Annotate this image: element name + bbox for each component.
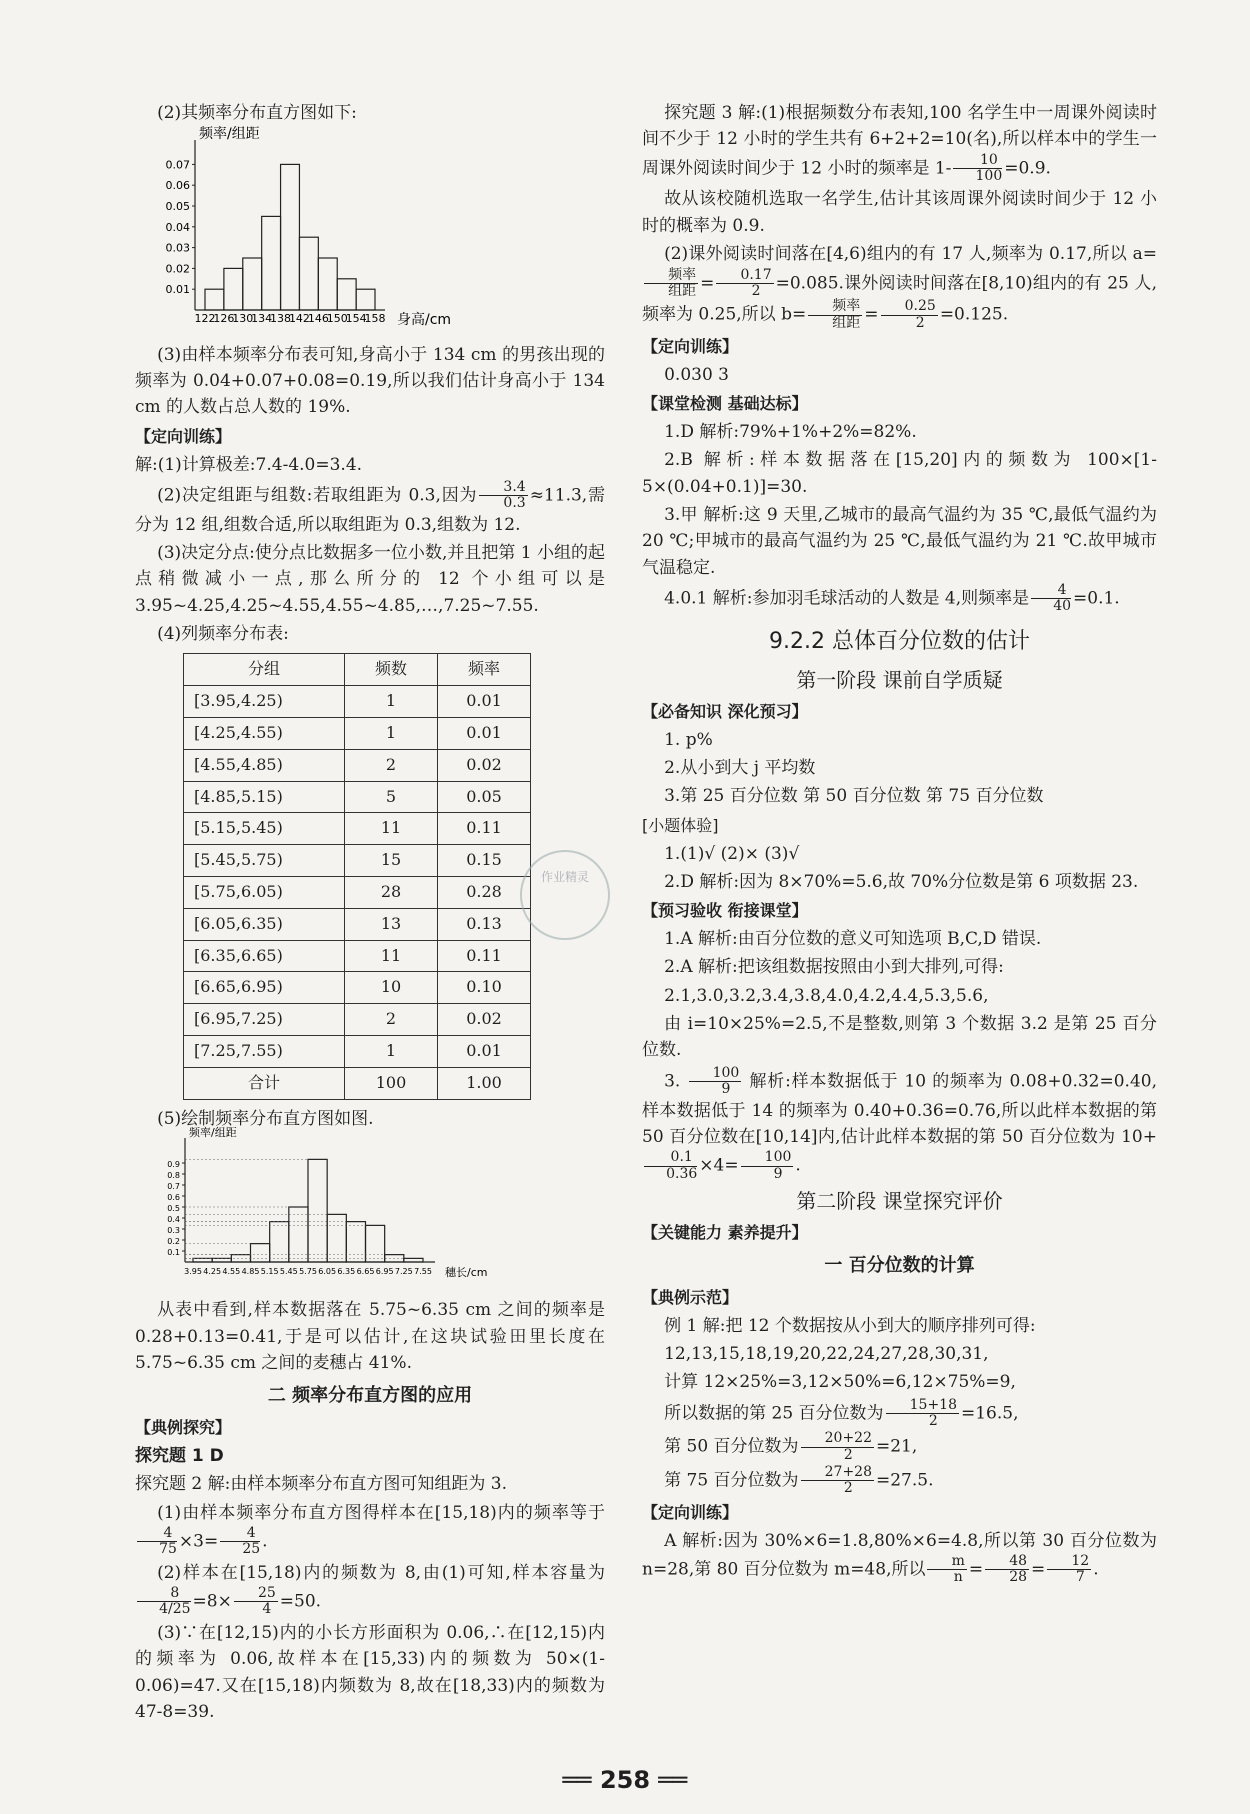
table-row <box>184 749 531 781</box>
bar <box>337 279 356 310</box>
x-tick-label: 138 <box>270 312 292 326</box>
ex1b: 12,13,15,18,19,20,22,24,27,28,30,31, <box>664 1343 989 1364</box>
k3: 3.第 25 百分位数 第 50 百分位数 第 75 百分位数 <box>664 786 1044 807</box>
section-title: 9.2.2 总体百分位数的估计 <box>769 628 1030 654</box>
table-header-2: 频率 <box>438 654 531 686</box>
x-tick-label: 146 <box>307 312 329 326</box>
x-tick-label: 6.05 <box>318 1266 337 1276</box>
y-tick-label: 0.1 <box>167 1247 180 1257</box>
e2-2: (2)样本在[15,18)内的频数为 8,由(1)可知,样本容量为 $\frac{8}{4/25}$ =8× $\frac{25}{4}$ =50. <box>135 1560 605 1618</box>
table-cell: [6.05,6.35) <box>184 908 345 940</box>
height-histogram <box>135 126 452 333</box>
table-row <box>184 781 531 813</box>
y-tick-label: 0.3 <box>167 1225 180 1235</box>
e2-3: (3)∵在[12,15)内的小长方形面积为 0.06,∴在[12,15)内的频率为 0.06,故样本在[15,33)内的频数为 50×(1-0.06)=47.又在[15,18)内频数为 8,故在[18,33)内的频数为 47-8=39. <box>135 1622 605 1722</box>
table-cell: [7.25,7.55) <box>184 1035 345 1067</box>
k2: 2.从小到大 j 平均数 <box>664 758 816 779</box>
table-cell: [6.35,6.65) <box>184 940 345 972</box>
table-cell: [5.45,5.75) <box>184 845 345 877</box>
s1: 1.(1)√ (2)× (3)√ <box>664 843 800 864</box>
x-tick-label: 3.95 <box>184 1266 202 1276</box>
q3c: (2)课外阅读时间落在[4,6)组内的有 17 人,频率为 0.17,所以 a= $\frac{\text{频率}}{\text{组距}}$ = $\frac{0.17}{2}$ =0.085.课外阅读时间落在[8,10)组内的有 25 人,频率为 0.25,所以 b= $\frac{\text{频率}}{\text{组距}}$ = $\frac{0.25}{2}$ =0.125. <box>642 244 1157 331</box>
ear-length-histogram <box>135 1125 515 1289</box>
table-cell: 0.28 <box>438 876 531 908</box>
table-cell: 1 <box>345 1035 438 1067</box>
c3: 3.甲 解析:这 9 天里,乙城市的最高气温约为 35 ℃,最低气温约为 20 ℃;甲城市的最高气温约为 25 ℃,最低气温约为 21 ℃.故甲城市气温稳定. <box>642 505 1157 578</box>
tag-key: 【关键能力 素养提升】 <box>642 1223 808 1243</box>
table-row <box>184 940 531 972</box>
stage-one-title: 第一阶段 课前自学质疑 <box>796 667 1003 692</box>
table-cell: 2 <box>345 749 438 781</box>
y-tick-label: 0.01 <box>165 283 190 297</box>
ex1c: 计算 12×25%=3,12×50%=6,12×75%=9, <box>664 1372 1016 1393</box>
y-tick-label: 0.6 <box>167 1192 180 1202</box>
table-row <box>184 1035 531 1067</box>
x-tick-label: 126 <box>213 312 235 326</box>
tag-example: 【典例探究】 <box>135 1418 232 1438</box>
y-tick-label: 0.5 <box>167 1203 180 1213</box>
tag-train: 【定向训练】 <box>135 426 232 446</box>
ex1e: 第 50 百分位数为 $\frac{20+22}{2}$ =21, <box>664 1430 918 1463</box>
x-tick-label: 150 <box>326 312 348 326</box>
x-tick-label: 154 <box>345 312 367 326</box>
tag-train-right: 【定向训练】 <box>642 337 739 357</box>
t1: 解:(1)计算极差:7.4-4.0=3.4. <box>135 454 363 475</box>
table-cell: 0.11 <box>438 813 531 845</box>
frequency-table <box>183 653 531 1099</box>
table-row <box>184 686 531 718</box>
page-number: ══ 258 ══ <box>562 1766 688 1794</box>
t2: (2)决定组距与组数:若取组距为 0.3,因为 $\frac{3.4}{0.3}$ ≈11.3,需分为 12 组,组数合适,所以取组距为 0.3,组数为 12. <box>135 478 605 535</box>
q3b: 故从该校随机选取一名学生,估计其该周课外阅读时间少于 12 小时的概率为 0.9. <box>642 189 1157 236</box>
x-tick-label: 4.25 <box>203 1266 222 1276</box>
y-tick-label: 0.06 <box>165 179 190 193</box>
table-cell: 100 <box>345 1067 438 1099</box>
c2: 2.B 解析:样本数据落在[15,20]内的频数为 100×[1-5×(0.04+0.1)]=30. <box>642 450 1157 497</box>
table-cell: 0.05 <box>438 781 531 813</box>
table-row <box>184 1067 531 1099</box>
v2a: 2.A 解析:把该组数据按照由小到大排列,可得: <box>664 957 1004 978</box>
x-tick-label: 134 <box>251 312 273 326</box>
bar <box>193 1258 212 1262</box>
bar <box>404 1258 423 1262</box>
c4: 4.0.1 解析:参加羽毛球活动的人数是 4,则频率是 $\frac{4}{40}$ =0.1. <box>664 582 1120 615</box>
table-cell: 0.02 <box>438 1004 531 1036</box>
section-one-title: 一 百分位数的计算 <box>824 1254 975 1276</box>
bar <box>366 1225 385 1262</box>
bar <box>308 1159 327 1262</box>
table-cell: 0.02 <box>438 749 531 781</box>
x-tick-label: 122 <box>194 312 216 326</box>
tr2: A 解析:因为 30%×6=1.8,80%×6=4.8,所以第 30 百分位数为 n=28,第 80 百分位数为 m=48,所以 $\frac{m}{n}$ = $\frac{48}{28}$ = $\frac{12}{7}$ . <box>642 1530 1157 1586</box>
table-cell: 10 <box>345 972 438 1004</box>
table-cell: [6.65,6.95) <box>184 972 345 1004</box>
c1: 1.D 解析:79%+1%+2%=82%. <box>664 422 917 442</box>
table-row <box>184 876 531 908</box>
table-cell: 0.13 <box>438 908 531 940</box>
table-cell: 0.01 <box>438 1035 531 1067</box>
y-tick-label: 0.8 <box>167 1170 180 1180</box>
bar <box>318 258 337 310</box>
table-cell: [3.95,4.25) <box>184 686 345 718</box>
e2-1: (1)由样本频率分布直方图得样本在[15,18)内的频率等于 $\frac{4}{75}$ ×3= $\frac{4}{25}$ . <box>135 1500 605 1558</box>
table-cell: 11 <box>345 940 438 972</box>
watermark-stamp: 作业精灵 <box>520 850 610 940</box>
table-header-0: 分组 <box>184 654 345 686</box>
s2: 2.D 解析:因为 8×70%=5.6,故 70%分位数是第 6 项数据 23. <box>664 871 1139 892</box>
x-tick-label: 5.75 <box>299 1266 317 1276</box>
x-tick-label: 6.95 <box>375 1266 394 1276</box>
table-row <box>184 717 531 749</box>
t4: (4)列频率分布表: <box>157 624 289 645</box>
ex1a: 例 1 解:把 12 个数据按从小到大的顺序排列可得: <box>664 1315 1036 1336</box>
q3a: 探究题 3 解:(1)根据频数分布表知,100 名学生中一周课外阅读时间不少于 12 小时的学生共有 6+2+2=10(名),所以样本中的学生一周课外阅读时间少于 12 小时的频率是 1- $\frac{10}{100}$ =0.9. <box>642 103 1157 185</box>
bar <box>270 1221 289 1261</box>
tag-train-2: 【定向训练】 <box>642 1502 739 1522</box>
table-cell: 0.01 <box>438 717 531 749</box>
table-cell: [4.85,5.15) <box>184 781 345 813</box>
x-tick-label: 7.55 <box>414 1266 432 1276</box>
stage-two-title: 第二阶段 课堂探究评价 <box>796 1189 1003 1214</box>
x-tick-label: 130 <box>232 312 254 326</box>
bar <box>262 217 281 311</box>
x-tick-label: 6.35 <box>337 1266 356 1276</box>
table-cell: 11 <box>345 813 438 845</box>
x-tick-label: 4.55 <box>222 1266 241 1276</box>
x-tick-label: 6.65 <box>356 1266 375 1276</box>
y-tick-label: 0.02 <box>165 262 190 276</box>
bar <box>205 290 224 311</box>
bar <box>281 165 300 311</box>
table-cell: 合计 <box>184 1067 345 1099</box>
tag-preview: 【预习验收 衔接课堂】 <box>642 901 808 921</box>
table-cell: 5 <box>345 781 438 813</box>
table-cell: 13 <box>345 908 438 940</box>
tag-knowledge: 【必备知识 深化预习】 <box>642 701 808 721</box>
table-cell: [6.95,7.25) <box>184 1004 345 1036</box>
table-row <box>184 813 531 845</box>
x-tick-label: 142 <box>288 312 310 326</box>
section-two-title: 二 频率分布直方图的应用 <box>267 1385 473 1407</box>
y-tick-label: 0.05 <box>165 200 190 214</box>
x-tick-label: 7.25 <box>394 1266 413 1276</box>
y-tick-label: 0.07 <box>165 158 190 172</box>
bar <box>251 1243 270 1261</box>
right-column <box>642 100 1157 1588</box>
bar <box>212 1258 231 1262</box>
y-axis-label: 频率/组距 <box>199 126 260 143</box>
t3: (3)决定分点:使分点比数据多一位小数,并且把第 1 小组的起点稍微减小一点,那么所分的 12 个小组可以是 3.95~4.25,4.25~4.55,4.55~4.85,…,7.25~7.55. <box>135 542 605 616</box>
train-answer: 0.030 3 <box>664 364 729 385</box>
table-cell: 15 <box>345 845 438 877</box>
ex1f: 第 75 百分位数为 $\frac{27+28}{2}$ =27.5. <box>664 1464 934 1497</box>
v2b: 2.1,3.0,3.2,3.4,3.8,4.0,4.2,4.4,5.3,5.6, <box>664 985 989 1006</box>
table-cell: [4.25,4.55) <box>184 717 345 749</box>
table-cell: 0.11 <box>438 940 531 972</box>
tag-ex: 【典例示范】 <box>642 1287 739 1307</box>
t5: (5)绘制频率分布直方图如图. <box>157 1108 374 1129</box>
x-tick-label: 4.85 <box>241 1266 260 1276</box>
bar <box>356 290 375 311</box>
v2c: 由 i=10×25%=2.5,不是整数,则第 3 个数据 3.2 是第 25 百分位数. <box>642 1014 1157 1061</box>
tag-check: 【课堂检测 基础达标】 <box>642 394 808 414</box>
table-row <box>184 845 531 877</box>
y-tick-label: 0.4 <box>167 1214 180 1224</box>
x-axis-label: 身高/cm <box>397 312 452 329</box>
table-cell: 1.00 <box>438 1067 531 1099</box>
bar <box>224 269 243 311</box>
bar <box>289 1207 308 1262</box>
table-cell: [5.15,5.45) <box>184 813 345 845</box>
hist-intro: (2)其频率分布直方图如下: <box>157 103 357 123</box>
table-cell: [4.55,4.85) <box>184 749 345 781</box>
x-tick-label: 5.45 <box>279 1266 298 1276</box>
x-axis-label: 穗长/cm <box>445 1265 488 1279</box>
e2: 探究题 2 解:由样本频率分布直方图可知组距为 3. <box>135 1474 507 1495</box>
table-cell: 0.01 <box>438 686 531 718</box>
tag-small: [小题体验] <box>642 815 719 835</box>
v1: 1.A 解析:由百分位数的意义可知选项 B,C,D 错误. <box>664 929 1042 950</box>
table-row <box>184 908 531 940</box>
x-tick-label: 5.15 <box>260 1266 279 1276</box>
table-cell: 2 <box>345 1004 438 1036</box>
y-tick-label: 0.2 <box>167 1236 180 1246</box>
k1: 1. p% <box>664 729 713 750</box>
table-cell: 1 <box>345 686 438 718</box>
table-header-1: 频数 <box>345 654 438 686</box>
e1: 探究题 1 D <box>135 1445 224 1466</box>
table-cell: [5.75,6.05) <box>184 876 345 908</box>
table-row <box>184 1004 531 1036</box>
y-axis-label: 频率/组距 <box>189 1125 237 1139</box>
p3: (3)由样本频率分布表可知,身高小于 134 cm 的男孩出现的频率为 0.04+0.07+0.08=0.19,所以我们估计身高小于 134 cm 的人数占总人数的 19%. <box>135 344 605 418</box>
table-cell: 0.10 <box>438 972 531 1004</box>
bar <box>243 258 262 310</box>
bar <box>299 238 318 311</box>
table-cell: 28 <box>345 876 438 908</box>
x-tick-label: 158 <box>364 312 386 326</box>
y-tick-label: 0.7 <box>167 1181 180 1191</box>
t5b: 从表中看到,样本数据落在 5.75~6.35 cm 之间的频率是 0.28+0.13=0.41,于是可以估计,在这块试验田里长度在 5.75~6.35 cm 之间的麦穗占 41%. <box>135 1300 605 1373</box>
y-tick-label: 0.03 <box>165 241 190 255</box>
table-cell: 0.15 <box>438 845 531 877</box>
ex1d: 所以数据的第 25 百分位数为 $\frac{15+18}{2}$ =16.5, <box>664 1396 1019 1429</box>
v3: 3. $\frac{100}{9}$ 解析:样本数据低于 10 的频率为 0.08+0.32=0.40,样本数据低于 14 的频率为 0.40+0.36=0.76,所以此样本数据的第 50 百分位数在[10,14]内,估计此样本数据的第 50 百分位数为 10+ $\frac{0.1}{0.36}$ ×4= $\frac{100}{9}$ . <box>642 1064 1157 1182</box>
y-tick-label: 0.04 <box>165 221 190 235</box>
table-cell: 1 <box>345 717 438 749</box>
bar <box>346 1221 365 1261</box>
y-tick-label: 0.9 <box>167 1159 180 1169</box>
table-row <box>184 972 531 1004</box>
